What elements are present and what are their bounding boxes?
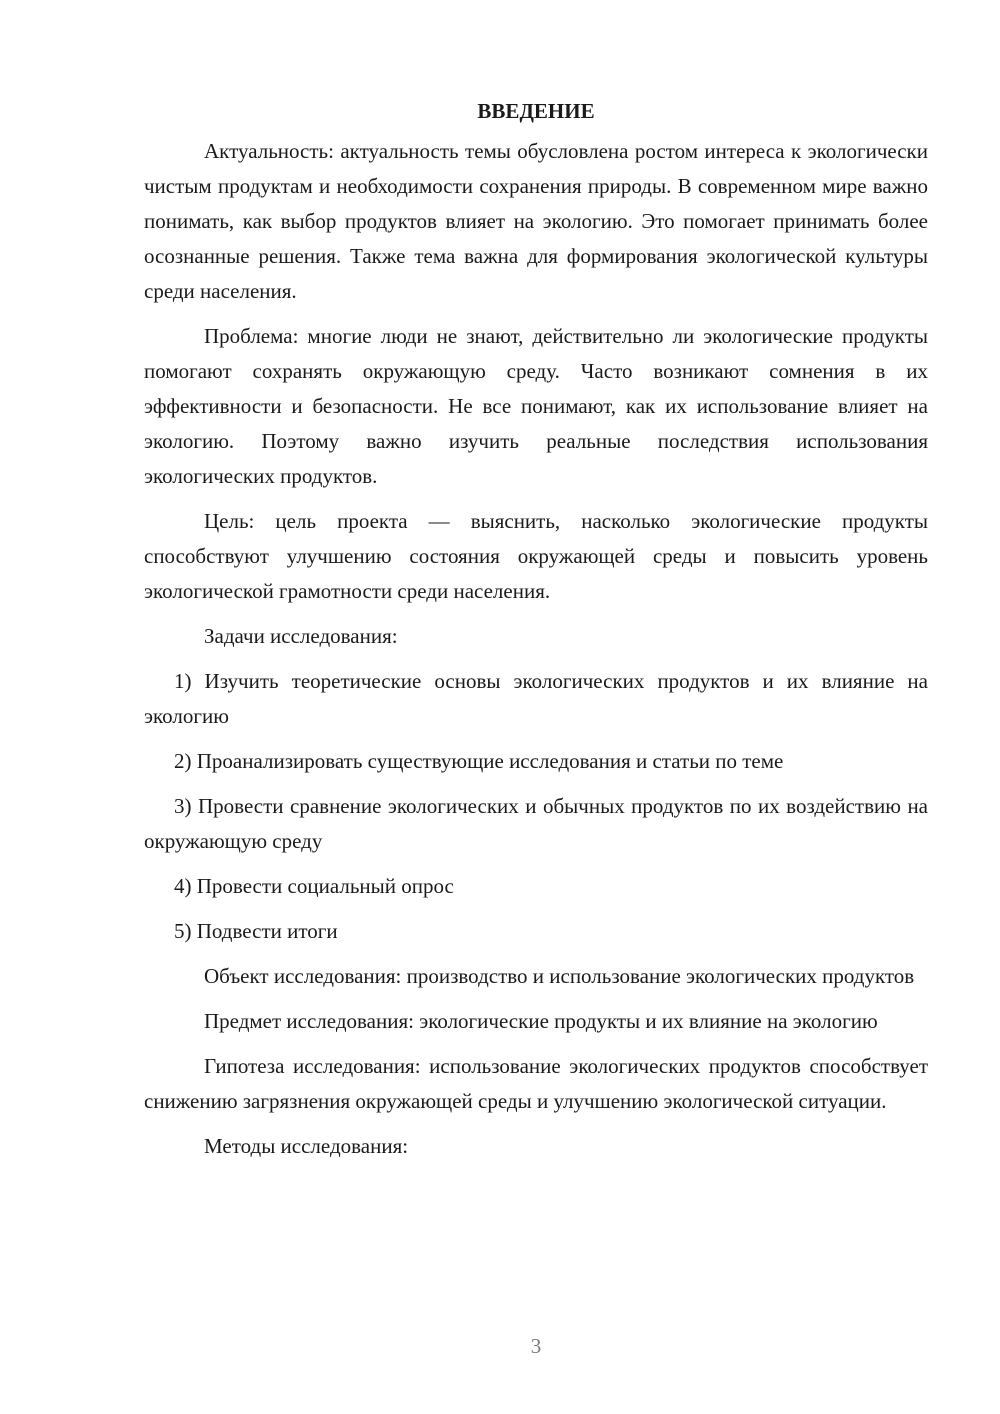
subject-paragraph: Предмет исследования: экологические продукты и их влияние на экологию xyxy=(204,1009,878,1033)
tasks-heading: Задачи исследования: xyxy=(204,624,398,648)
page-number: 3 xyxy=(530,1334,542,1358)
goal-paragraph: Цель: цель проекта — выяснить, насколько экологические продукты способствуют улучшению состояния окружающей среды и повысить уровень экологической грамотности среди населения. xyxy=(144,509,928,603)
relevance-paragraph: Актуальность: актуальность темы обусловлена ростом интереса к экологически чистым продуктам и необходимости сохранения природы. В современном мире важно понимать, как выбор продуктов влияет на экологию. Это помогает принимать более осознанные решения. Также тема важна для формирования экологической культуры среди населения. xyxy=(144,139,928,303)
object-paragraph: Объект исследования: производство и использование экологических продуктов xyxy=(204,964,915,988)
task-item-1: 1) Изучить теоретические основы экологических продуктов и их влияние на экологию xyxy=(144,669,928,728)
task-item-5: 5) Подвести итоги xyxy=(174,919,338,943)
task-item-2: 2) Проанализировать существующие исследования и статьи по теме xyxy=(174,749,784,773)
task-item-4: 4) Провести социальный опрос xyxy=(174,874,454,898)
section-title: ВВЕДЕНИЕ xyxy=(477,99,595,123)
methods-heading: Методы исследования: xyxy=(204,1134,409,1158)
problem-paragraph: Проблема: многие люди не знают, действительно ли экологические продукты помогают сохранять окружающую среду. Часто возникают сомнения в их эффективности и безопасности. Не все понимают, как их использование влияет на экологию. Поэтому важно изучить реальные последствия использования экологических продуктов. xyxy=(144,324,928,488)
hypothesis-paragraph: Гипотеза исследования: использование экологических продуктов способствует снижению загрязнения окружающей среды и улучшению экологической ситуации. xyxy=(144,1054,928,1113)
task-item-3: 3) Провести сравнение экологических и обычных продуктов по их воздействию на окружающую среду xyxy=(144,794,928,853)
page-content xyxy=(144,94,928,1174)
